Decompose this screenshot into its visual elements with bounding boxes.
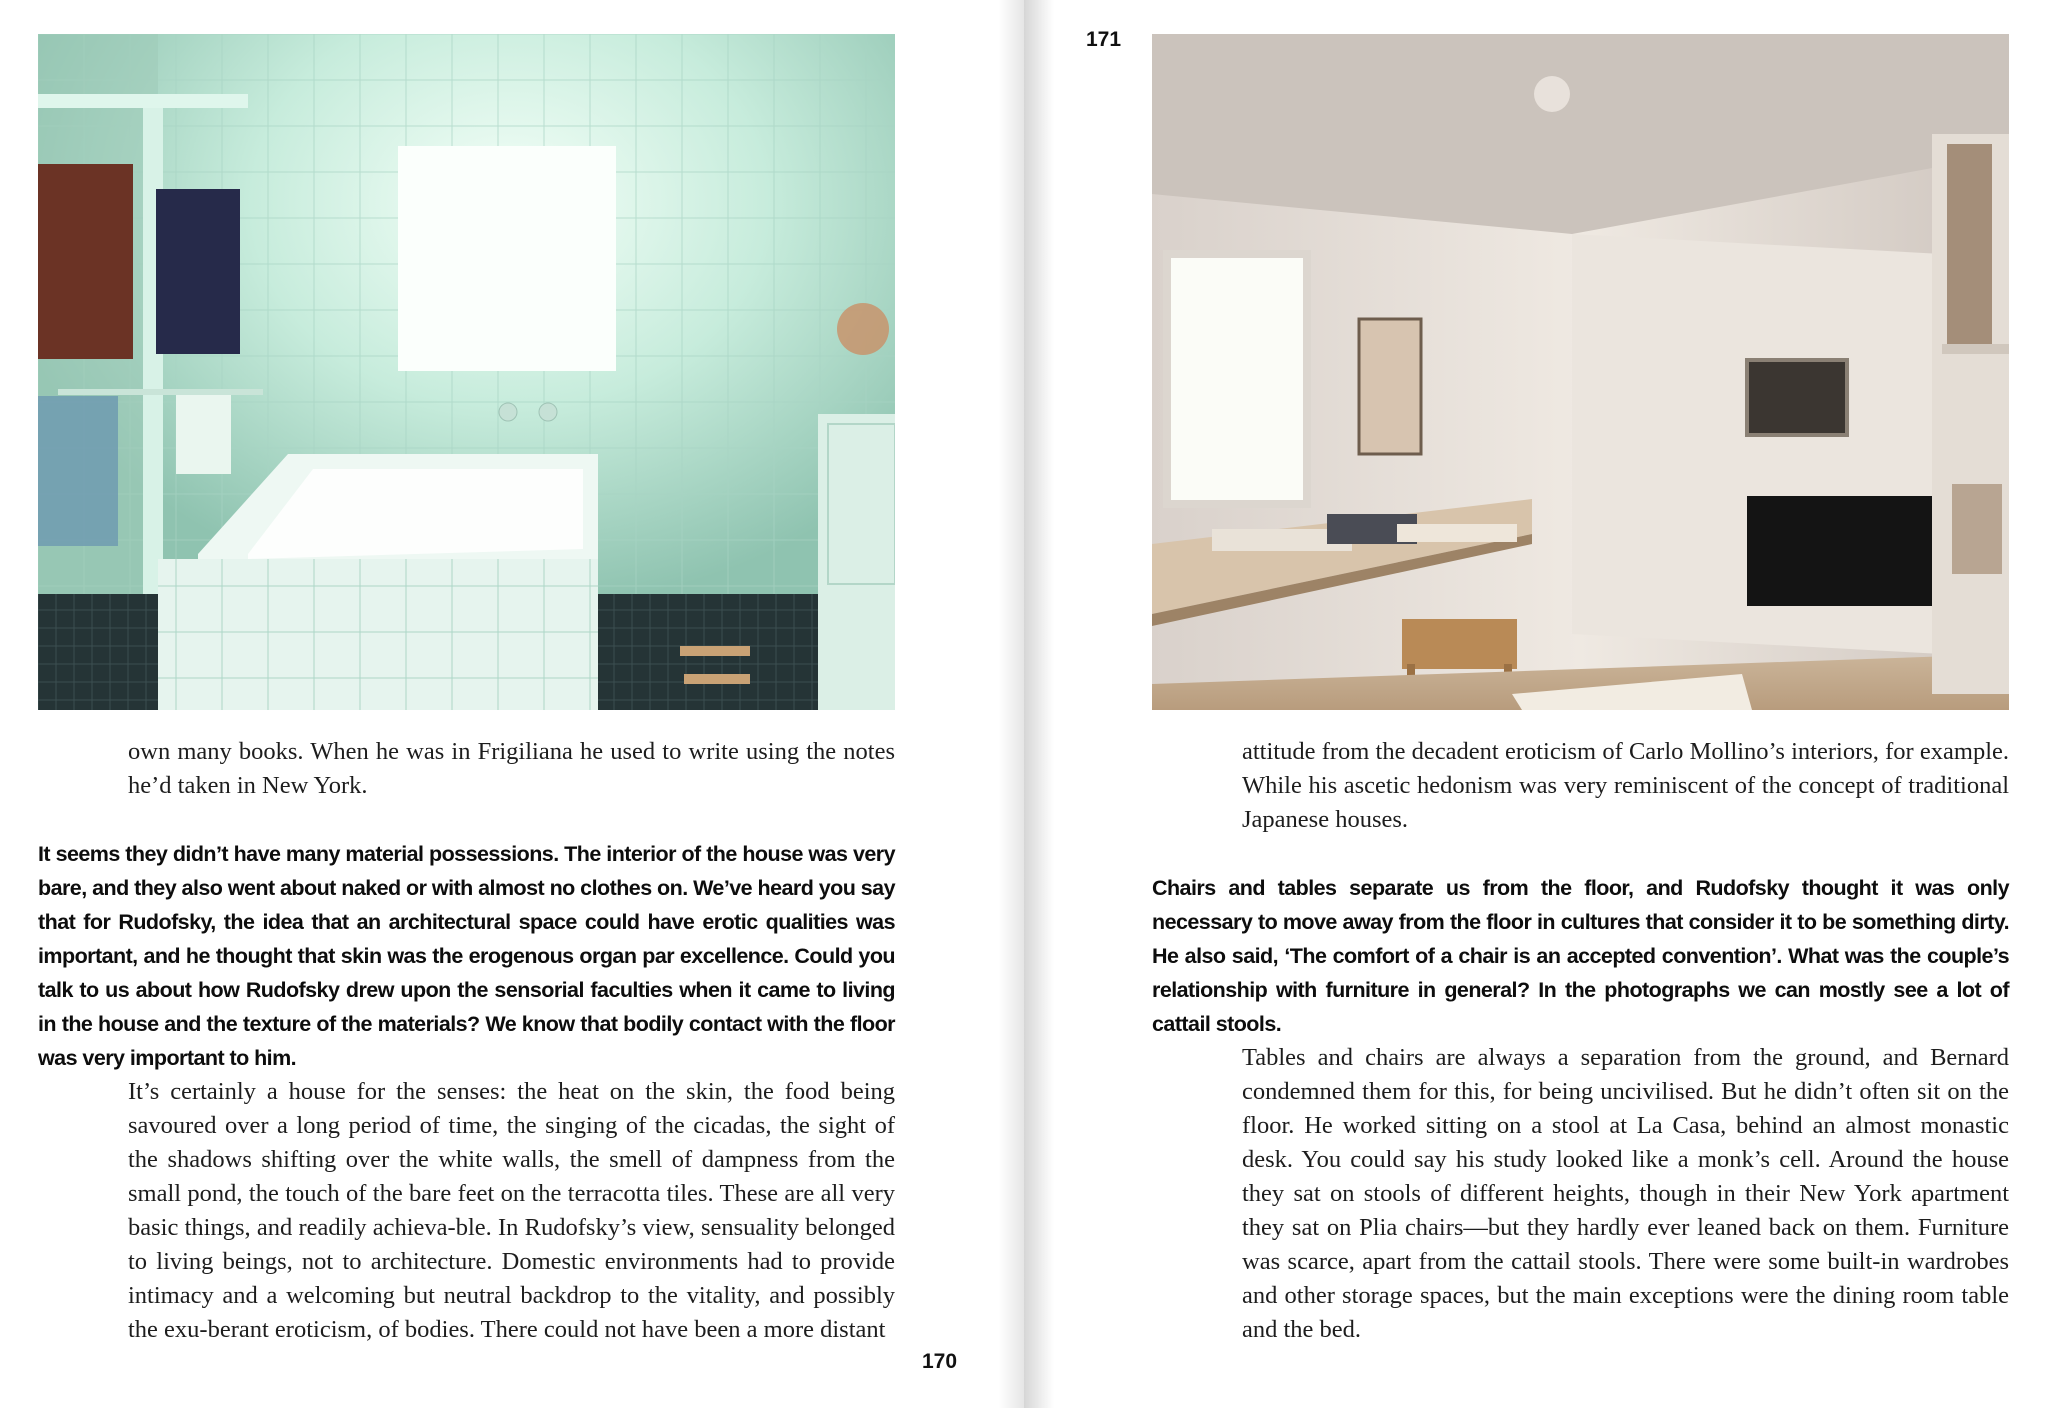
paragraph-gap <box>38 803 895 837</box>
interview-question: It seems they didn’t have many material possessions. The interior of the house was very bare, and they also went about naked or with almost no clothes on. We’ve heard you say that for Rudofsky, the idea that an architectural space could have erotic qualities was important, and he thought that skin was the erogenous organ par excellence. Could you talk to us about how Rudofsky drew upon the sensorial faculties when it came to living in the house and the texture of the materials? We know that bodily contact with the floor was very important to him. <box>38 842 895 1070</box>
bathroom-photo <box>38 34 895 710</box>
answer-paragraph: It’s certainly a house for the senses: the heat on the skin, the food being savoured over a long period of time, the singing of the cicadas, the sight of the shadows shifting over the white walls, the smell of dampness from the small pond, the touch of the bare feet on the terracotta tiles. These are all very basic things, and readily achieva-ble. In Rudofsky’s view, sensuality belonged to living beings, not to architecture. Domestic environments had to provide intimacy and a welcoming but neutral backdrop to the vitality, and possibly the exu-berant eroticism, of bodies. There could not have been a more distant <box>128 1078 895 1343</box>
gutter-shadow <box>998 0 1024 1408</box>
answer-paragraph: own many books. When he was in Frigiliana he used to write using the notes he’d taken in New York. <box>128 738 895 799</box>
study-room-photo <box>1152 34 2009 710</box>
right-page <box>1024 0 2048 1408</box>
bathroom-photo-icon <box>38 34 895 710</box>
paragraph-gap <box>1152 837 2009 871</box>
answer-paragraph: Tables and chairs are always a separation from the ground, and Bernard condemned them for this, for being uncivilised. But he didn’t often sit on the floor. He worked sitting on a stool at La Casa, behind an almost monastic desk. You could say his study looked like a monk’s cell. Around the house they sat on stools of different heights, though in their New York apartment they sat on Plia chairs—but they hardly ever leaned back on them. Furniture was scarce, apart from the cattail stools. There were some built-in wardrobes and other storage spaces, but the main exceptions were the dining room table and the bed. <box>1242 1044 2009 1343</box>
gutter-shadow <box>1024 0 1054 1408</box>
left-text-column <box>38 735 895 1347</box>
page-number: 171 <box>1086 28 1122 51</box>
study-room-photo-icon <box>1152 34 2009 710</box>
answer-paragraph: attitude from the decadent eroticism of Carlo Mollino’s interiors, for example. While his ascetic hedonism was very reminiscent of the concept of traditional Japanese houses. <box>1242 738 2009 833</box>
page-number: 170 <box>922 1350 958 1373</box>
interview-question: Chairs and tables separate us from the floor, and Rudofsky thought it was only necessary to move away from the floor in cultures that consider it to be something dirty. He also said, ‘The comfort of a chair is an accepted convention’. What was the couple’s relationship with furniture in general? In the photographs we can mostly see a lot of cattail stools. <box>1152 876 2009 1036</box>
right-text-column <box>1152 735 2009 1347</box>
